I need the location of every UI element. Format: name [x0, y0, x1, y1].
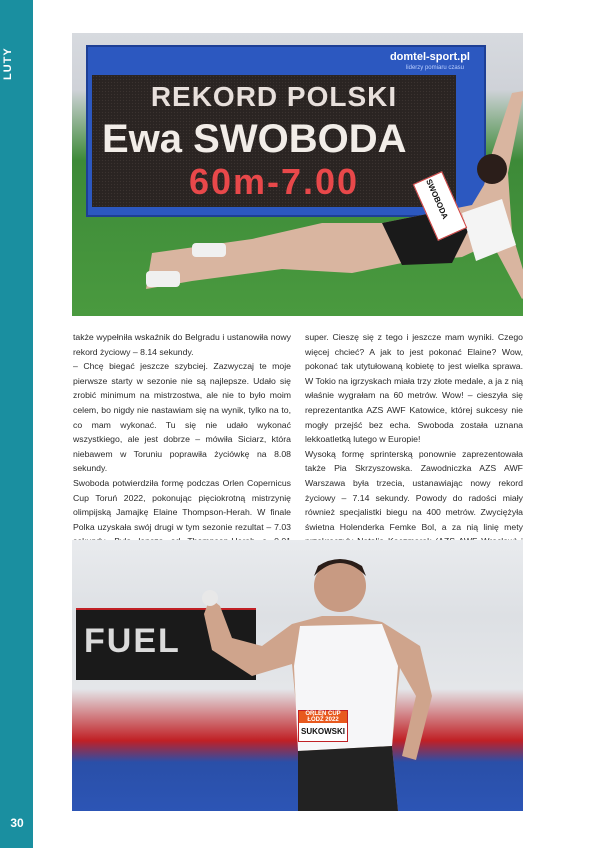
- paragraph: super. Cieszę się z tego i jeszcze mam wyniki. Czego więcej chcieć? A jak to jest pokonać Elaine? Wow, pokonać tak utytułowaną kobietę to jest wielka sprawa. W Tokio na igrzyskach miała trzy złote medale, a ja z nią właśnie wygrałam na 60 metrów. Wow! – cieszyła się reprezentantka AZS AWF Katowice, której sukcesy nie mogły przejść bez echa. Swoboda została uznana lekkoatletką lutego w Europie!: [305, 332, 523, 445]
- bib-name: SWOBODA: [424, 177, 450, 221]
- led-name: Ewa SWOBODA: [102, 117, 407, 161]
- athlete-shot-putter: [202, 546, 432, 811]
- section-label: LUTY: [2, 47, 14, 80]
- photo-shot-putter: [72, 540, 523, 811]
- board-sub: liderzy pomiaru czasu: [405, 65, 464, 71]
- page-number: 30: [10, 816, 24, 830]
- paragraph: – Chcę biegać jeszcze szybciej. Zazwyczaj te moje pierwsze starty w sezonie nie są najlepsze. Udało się zrobić minimum na mistrzostwa, ale nie to było moim celem, bo nigdy nie nastawiam się na wynik, tylko na to, co mam wykonać. Tu się nie udało wykonać wszystkiego, ale jest dobrze – mówiła Siciarz, która niebawem w Toruniu poprawiła życiówkę na 8.08 sekundy.: [73, 361, 291, 474]
- paragraph: także wypełniła wskaźnik do Belgradu i ustanowiła nowy rekord życiowy – 8.14 sekundy.: [73, 332, 291, 357]
- athlete-silhouette: [132, 73, 523, 313]
- led-result: 60m-7.00: [188, 161, 360, 202]
- led-title: REKORD POLSKI: [150, 81, 398, 112]
- banner-text: FUEL: [84, 622, 181, 660]
- paragraph: Swoboda potwierdziła formę podczas Orlen Copernicus Cup Toruń 2022, pokonując pięciokrotną mistrzynię olimpijską Jamajkę Elaine Thompson-Herah. W finale Polka uzyskała swój drugi w tym sezonie rezultat – 7.03: [73, 477, 291, 532]
- race-bib: [298, 710, 348, 742]
- bib-header: ORLEN CUP ŁÓDŹ 2022: [299, 711, 347, 723]
- board-brand: domtel-sport.pl: [389, 51, 470, 63]
- paragraph: Wysoką formę sprinterską ponownie zaprezentowała także Pia Skrzyszowska. Zawodniczka AZS AWF Warszawa była trzecia, ustanawiając nowy rekord życiowy – 7.14 sekundy. Powody do radości miały również specjalistki biegu na 400 metrów. Zwyciężyła świetna Holenderka Femke Bol, a za nią linię mety: [305, 448, 523, 532]
- photo-record-board: [72, 33, 523, 316]
- sidebar: [0, 0, 33, 848]
- bib-name: SUKOWSKI: [301, 727, 345, 736]
